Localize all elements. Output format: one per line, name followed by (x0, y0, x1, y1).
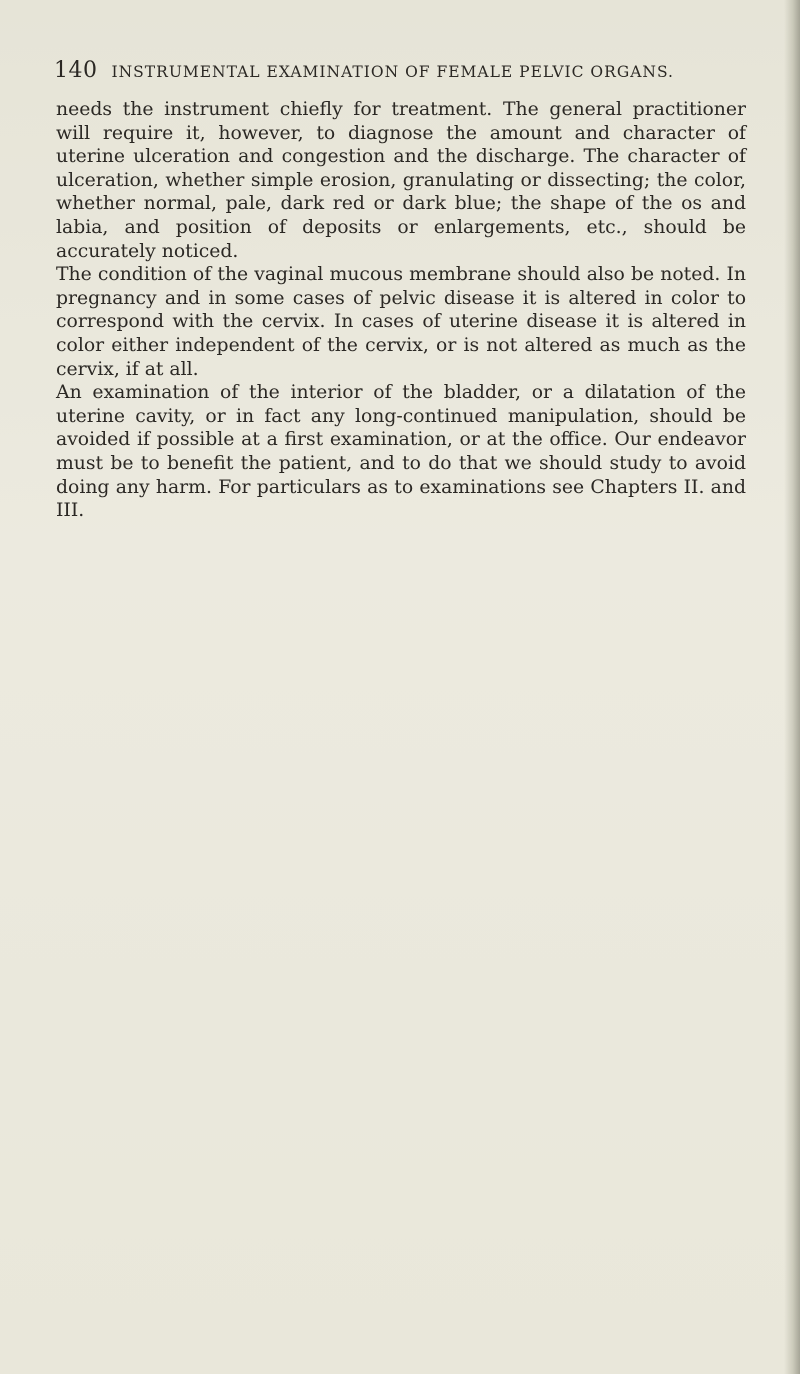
page-number: 140 (54, 58, 98, 83)
paragraph-2: The condition of the vaginal mucous membrane should also be noted. In pregnancy and in some cases of pelvic disease it is altered in color to correspond with the cervix. In cases of uterine disease it is altered in color either independent of the cervix, or is not altered as much as the cervix, if at all. (56, 264, 746, 380)
body-text (56, 98, 746, 523)
running-head-title: INSTRUMENTAL EXAMINATION OF FEMALE PELVIC ORGANS. (111, 63, 674, 81)
paragraph-1: needs the instrument chiefly for treatment. The general practitioner will require it, however, to diagnose the amount and character of uterine ulceration and congestion and the discharge. The character of ulceration, whether simple erosion, granulating or dissecting; the color, whether normal, pale, dark red or dark blue; the shape of the os and labia, and position of deposits or enlargements, etc., should be accurately noticed. (56, 99, 746, 262)
running-head (54, 58, 744, 86)
paragraph-3: An examination of the interior of the bladder, or a dilatation of the uterine cavity, or in fact any long-continued manipulation, should be avoided if possible at a first examination, or at the office. Our endeavor must be to benefit the patient, and to do that we should study to avoid doing any harm. For particulars as to examinations see Chapters II. and III. (56, 382, 746, 522)
page-edge-shadow (784, 0, 800, 1374)
